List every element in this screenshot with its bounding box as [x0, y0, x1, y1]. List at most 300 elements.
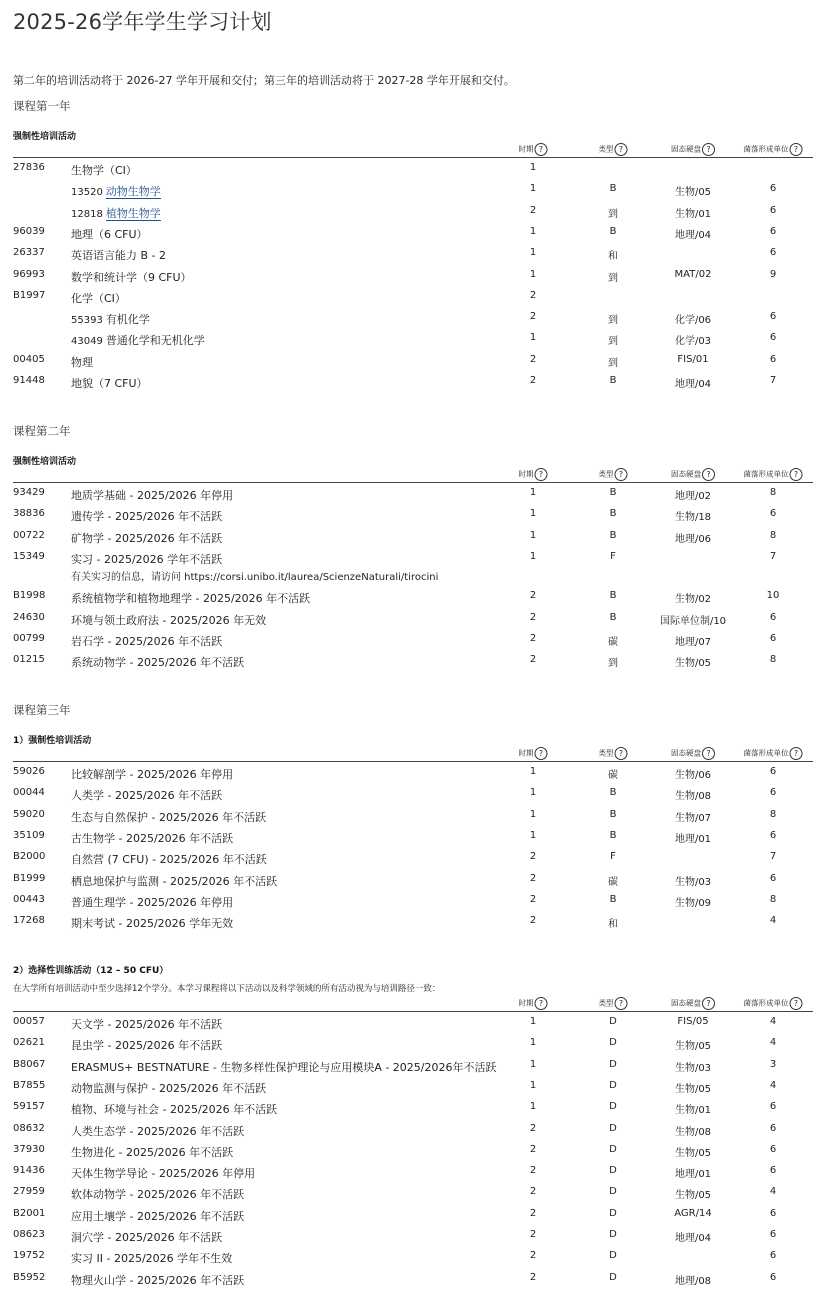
- module-code: 13520: [71, 187, 103, 199]
- course-type: D: [609, 1186, 617, 1198]
- course-name-label: 普通化学和无机化学: [105, 334, 205, 348]
- course-ssd: 生物/09: [674, 897, 712, 909]
- course-cfu: 6: [769, 508, 777, 520]
- table-row: [13, 287, 813, 308]
- course-code: 91436: [13, 1165, 45, 1177]
- course-code: 91448: [13, 375, 45, 386]
- course-type: 碳: [608, 876, 618, 888]
- course-ssd: FIS/01: [677, 353, 709, 365]
- course-name-label: 系统动物学 - 2025/2026 年不活跃: [71, 656, 245, 670]
- course-type: 碳: [608, 636, 618, 648]
- header-type-label: 类型: [598, 748, 614, 758]
- help-icon[interactable]: ?: [702, 143, 715, 156]
- course-cfu: 6: [769, 787, 777, 799]
- course-code: 00722: [13, 529, 45, 541]
- header-cfu-label: 菌落形成单位: [743, 748, 789, 758]
- header-period-label: 时期: [518, 748, 534, 758]
- course-period: 2: [529, 1229, 537, 1240]
- course-name: [71, 873, 277, 889]
- course-cfu: 6: [769, 829, 777, 841]
- course-name: [71, 1123, 244, 1139]
- course-type: 和: [608, 919, 618, 931]
- header-type: [599, 747, 628, 760]
- course-name: [71, 894, 233, 910]
- course-period: 2: [529, 1186, 537, 1198]
- course-ssd: MAT/02: [674, 268, 712, 280]
- table-row: [13, 609, 813, 630]
- course-cfu: 8: [769, 529, 777, 541]
- course-name: [71, 612, 266, 628]
- course-name-label: 遗传学 - 2025/2026 年不活跃: [71, 510, 223, 524]
- course-cfu: 6: [769, 1165, 777, 1177]
- course-code: 96039: [13, 225, 45, 237]
- course-code: 59020: [13, 808, 45, 820]
- course-name: [71, 375, 148, 391]
- course-ssd: 生物/03: [674, 1062, 712, 1074]
- table-row: [13, 806, 813, 827]
- course-period: 2: [529, 1165, 537, 1177]
- table-row: [13, 630, 813, 651]
- course-cfu: 6: [769, 872, 777, 884]
- course-period: 1: [529, 529, 537, 541]
- course-code: B5952: [13, 1271, 46, 1283]
- course-period: 1: [529, 225, 537, 237]
- help-icon[interactable]: ?: [615, 747, 628, 760]
- header-type-label: 类型: [598, 469, 614, 479]
- course-code: 24630: [13, 611, 45, 623]
- course-type: B: [609, 529, 617, 541]
- course-name: [71, 1037, 222, 1053]
- year2-title: 课程第二年: [13, 424, 71, 438]
- course-type: D: [609, 1079, 617, 1091]
- course-type: B: [609, 183, 617, 195]
- course-cfu: 6: [769, 632, 777, 644]
- course-ssd: 生物/06: [674, 770, 712, 781]
- course-period: 1: [529, 268, 537, 280]
- table-row: [13, 329, 813, 350]
- year1-title: 课程第一年: [13, 99, 71, 113]
- help-icon[interactable]: ?: [535, 997, 548, 1010]
- course-name: [71, 226, 148, 242]
- course-type: B: [609, 808, 617, 820]
- course-period: 2: [529, 353, 537, 365]
- help-icon[interactable]: ?: [790, 747, 803, 760]
- course-name: [71, 269, 192, 285]
- header-ssd: [671, 143, 715, 156]
- page-title: 2025-26学年学生学习计划: [13, 10, 272, 34]
- help-icon[interactable]: ?: [702, 747, 715, 760]
- module-link[interactable]: 动物生物学: [105, 185, 161, 199]
- year3-section2-title: 2）选择性训练活动（12 – 50 CFU）: [13, 966, 169, 976]
- table-row: [13, 784, 813, 805]
- course-name-label: 化学（CI）: [71, 291, 126, 305]
- course-period: 1: [529, 550, 537, 562]
- course-code: 15349: [13, 550, 45, 562]
- course-code: 96993: [13, 268, 45, 280]
- course-name-label: 比较解剖学 - 2025/2026 年停用: [71, 768, 234, 781]
- intro-text: 第二年的培训活动将于 2026-27 学年开展和交付；第三年的培训活动将于 2027-28 学年开展和交付。: [13, 74, 515, 87]
- header-cfu-label: 菌落形成单位: [743, 144, 789, 154]
- course-cfu: 6: [769, 1271, 777, 1283]
- course-type: 碳: [608, 770, 618, 781]
- course-name-label: 生物学（CI）: [71, 164, 137, 177]
- course-code: 01215: [13, 654, 45, 666]
- table-row: [13, 1077, 813, 1098]
- table-row: [13, 266, 813, 287]
- course-period: 1: [529, 332, 537, 344]
- course-name: [71, 1144, 233, 1160]
- course-type: D: [609, 1101, 617, 1113]
- course-ssd: 地理/07: [674, 636, 712, 648]
- header-ssd-label: 固态硬盘: [671, 469, 701, 479]
- course-type: B: [609, 893, 617, 905]
- course-type: D: [609, 1250, 617, 1262]
- course-cfu: 4: [769, 1186, 777, 1198]
- course-type: D: [609, 1229, 617, 1240]
- course-name: [71, 530, 222, 546]
- help-icon[interactable]: ?: [615, 468, 628, 481]
- header-ssd: [671, 468, 715, 481]
- course-period: 1: [529, 787, 537, 799]
- course-name-label: 人类学 - 2025/2026 年不活跃: [71, 789, 223, 803]
- course-type: 和: [608, 251, 618, 263]
- table-header: [13, 143, 813, 158]
- course-ssd: 生物/01: [674, 208, 712, 220]
- course-name: [71, 1250, 232, 1266]
- course-ssd: 生物/05: [674, 187, 712, 199]
- course-name: [71, 915, 233, 931]
- course-name: [71, 830, 233, 846]
- course-cfu: 8: [769, 487, 777, 498]
- table-row: [13, 1247, 813, 1268]
- course-code: 00057: [13, 1016, 45, 1027]
- header-ssd-label: 固态硬盘: [671, 144, 701, 154]
- header-type: [599, 143, 628, 156]
- course-code: B1998: [13, 590, 46, 602]
- course-period: 1: [529, 766, 537, 777]
- course-cfu: 6: [769, 332, 777, 344]
- course-name: [71, 290, 126, 306]
- course-type: B: [609, 375, 617, 386]
- course-name: [71, 354, 93, 370]
- help-icon[interactable]: ?: [790, 997, 803, 1010]
- table-row: [13, 527, 813, 548]
- course-cfu: 6: [769, 1143, 777, 1155]
- course-code: 59157: [13, 1101, 45, 1113]
- header-cfu-label: 菌落形成单位: [743, 998, 789, 1008]
- table-row: [13, 870, 813, 891]
- course-ssd: 生物/08: [674, 1126, 712, 1138]
- course-type: F: [610, 851, 616, 863]
- course-name-label: 普通生理学 - 2025/2026 年停用: [71, 895, 234, 909]
- table-row: [13, 244, 813, 265]
- header-period: [519, 468, 548, 481]
- course-ssd: 生物/01: [674, 1105, 712, 1117]
- course-period: 2: [529, 632, 537, 644]
- course-name-label: 矿物学 - 2025/2026 年不活跃: [71, 531, 223, 545]
- course-type: D: [609, 1207, 617, 1219]
- course-cfu: 6: [769, 1250, 777, 1262]
- course-name-label: 昆虫学 - 2025/2026 年不活跃: [71, 1039, 223, 1053]
- course-ssd: 地理/08: [674, 1275, 712, 1287]
- course-name: [71, 508, 222, 524]
- course-ssd: 地理/04: [674, 379, 712, 390]
- course-code: B1997: [13, 289, 46, 301]
- course-name-label: 物理: [71, 355, 93, 369]
- course-cfu: 4: [769, 1079, 777, 1091]
- header-period: [519, 143, 548, 156]
- table-row: [13, 912, 813, 933]
- header-type-label: 类型: [598, 998, 614, 1008]
- course-name: [71, 766, 233, 782]
- course-type: B: [609, 487, 617, 498]
- help-icon[interactable]: ?: [702, 997, 715, 1010]
- course-period: 1: [529, 1016, 537, 1027]
- course-name-label: 地质学基础 - 2025/2026 年停用: [71, 489, 234, 502]
- course-name: [71, 654, 244, 670]
- course-name: [71, 1080, 266, 1096]
- course-code: B8067: [13, 1058, 46, 1070]
- table-row: [13, 202, 813, 223]
- course-ssd: 地理/04: [674, 1233, 712, 1244]
- table-row: [13, 763, 813, 784]
- course-name: [71, 851, 267, 867]
- table-header: [13, 747, 813, 762]
- help-icon[interactable]: ?: [535, 468, 548, 481]
- course-period: 2: [529, 590, 537, 602]
- module-link[interactable]: 植物生物学: [105, 206, 161, 220]
- course-ssd: 生物/05: [674, 658, 712, 670]
- course-type: B: [609, 611, 617, 623]
- course-cfu: 3: [769, 1058, 777, 1070]
- course-period: 1: [529, 247, 537, 259]
- course-name-label: 期末考试 - 2025/2026 学年无效: [71, 917, 234, 931]
- course-name-label: 应用土壤学 - 2025/2026 年不活跃: [71, 1209, 245, 1223]
- table-row: [13, 1141, 813, 1162]
- header-period: [519, 747, 548, 760]
- course-cfu: 6: [769, 225, 777, 237]
- header-cfu: [744, 143, 803, 156]
- course-cfu: 4: [769, 1037, 777, 1049]
- table-row: [13, 1183, 813, 1204]
- course-name-label: 系统植物学和植物地理学 - 2025/2026 年不活跃: [71, 592, 311, 606]
- course-type: B: [609, 829, 617, 841]
- course-code: 59026: [13, 766, 45, 777]
- course-name: [71, 1272, 244, 1288]
- course-type: D: [609, 1037, 617, 1049]
- help-icon[interactable]: ?: [535, 143, 548, 156]
- course-period: 1: [529, 162, 537, 173]
- course-type: 到: [608, 336, 618, 348]
- course-code: 27959: [13, 1186, 45, 1198]
- course-period: 2: [529, 893, 537, 905]
- course-name-label: 古生物学 - 2025/2026 年不活跃: [71, 831, 234, 845]
- course-name: [71, 487, 233, 503]
- header-cfu-label: 菌落形成单位: [743, 469, 789, 479]
- course-cfu: 6: [769, 1101, 777, 1113]
- table-row: [13, 848, 813, 869]
- course-cfu: 7: [769, 375, 777, 386]
- year3-section1-title: 1）强制性培训活动: [13, 736, 92, 746]
- course-name-label: 栖息地保护与监测 - 2025/2026 年不活跃: [71, 874, 278, 888]
- year2-section-title: 强制性培训活动: [13, 457, 77, 467]
- header-cfu: [744, 747, 803, 760]
- course-cfu: 6: [769, 247, 777, 259]
- course-ssd: AGR/14: [674, 1207, 712, 1219]
- course-name-label: 地貌（7 CFU）: [71, 377, 148, 390]
- year3-section2-note: 在大学所有培训活动中至少选择12个学分。本学习课程将以下活动以及科学领域的所有活动视为与培训路径一致：: [13, 984, 441, 994]
- course-ssd: 生物/05: [674, 1147, 712, 1159]
- course-code: B7855: [13, 1079, 46, 1091]
- header-ssd: [671, 997, 715, 1010]
- course-type: F: [610, 550, 616, 562]
- course-name: [71, 332, 205, 348]
- course-code: 37930: [13, 1143, 45, 1155]
- course-period: 2: [529, 1250, 537, 1262]
- course-ssd: 生物/08: [674, 791, 712, 803]
- module-code: 12818: [71, 208, 103, 220]
- course-name: [71, 633, 222, 649]
- course-code: 02621: [13, 1037, 45, 1049]
- course-period: 2: [529, 1271, 537, 1283]
- help-icon[interactable]: ?: [702, 468, 715, 481]
- course-cfu: 6: [769, 766, 777, 777]
- course-type: 到: [608, 357, 618, 369]
- table-row: [13, 1120, 813, 1141]
- course-ssd: 生物/18: [674, 512, 712, 524]
- course-type: D: [609, 1122, 617, 1134]
- help-icon[interactable]: ?: [535, 747, 548, 760]
- course-code: 17268: [13, 915, 45, 927]
- course-period: 2: [529, 872, 537, 884]
- course-type: 到: [608, 658, 618, 670]
- table-row: [13, 1269, 813, 1290]
- course-name-label: 数学和统计学（9 CFU）: [71, 270, 192, 284]
- course-code: 08623: [13, 1229, 45, 1240]
- course-cfu: 7: [769, 851, 777, 863]
- course-type: 到: [608, 272, 618, 284]
- table-row: [13, 223, 813, 244]
- header-period-label: 时期: [518, 998, 534, 1008]
- course-type: 到: [608, 208, 618, 220]
- course-cfu: 9: [769, 268, 777, 280]
- course-ssd: 化学/06: [674, 315, 712, 327]
- help-icon[interactable]: ?: [790, 468, 803, 481]
- course-code: B2000: [13, 851, 46, 863]
- course-code: 93429: [13, 487, 45, 498]
- course-period: 2: [529, 311, 537, 323]
- course-type: B: [609, 508, 617, 520]
- course-period: 1: [529, 1058, 537, 1070]
- course-period: 2: [529, 611, 537, 623]
- table-row: [13, 1226, 813, 1247]
- course-ssd: 生物/02: [674, 594, 712, 606]
- course-cfu: 8: [769, 893, 777, 905]
- course-name-label: 环境与领土政府法 - 2025/2026 年无效: [71, 613, 267, 627]
- course-period: 1: [529, 808, 537, 820]
- course-ssd: 生物/07: [674, 812, 712, 824]
- course-name: [71, 1208, 244, 1224]
- course-cfu: 6: [769, 1207, 777, 1219]
- course-name-label: 生态与自然保护 - 2025/2026 年不活跃: [71, 810, 267, 824]
- course-cfu: 6: [769, 611, 777, 623]
- table-row: [13, 1034, 813, 1055]
- course-period: 1: [529, 508, 537, 520]
- course-code: 00443: [13, 893, 45, 905]
- course-type: D: [609, 1016, 617, 1027]
- row-note: 有关实习的信息，请访问 https://corsi.unibo.it/laurea/ScienzeNaturali/tirocini: [71, 571, 439, 583]
- course-cfu: 8: [769, 808, 777, 820]
- course-name-label: 物理火山学 - 2025/2026 年不活跃: [71, 1273, 245, 1287]
- header-period: [519, 997, 548, 1010]
- course-code: 00799: [13, 632, 45, 644]
- course-name-label: 实习 - 2025/2026 学年不活跃: [71, 552, 223, 566]
- course-name: [71, 311, 150, 327]
- course-ssd: 地理/01: [674, 833, 712, 845]
- header-ssd-label: 固态硬盘: [671, 748, 701, 758]
- course-name-label: 有机化学: [105, 313, 150, 327]
- course-name: [71, 590, 310, 606]
- year1-section-title: 强制性培训活动: [13, 132, 77, 142]
- course-cfu: 6: [769, 311, 777, 323]
- course-code: 35109: [13, 829, 45, 841]
- course-name-label: 实习 II - 2025/2026 学年不生效: [71, 1252, 233, 1266]
- course-period: 2: [529, 1207, 537, 1219]
- course-code: 27836: [13, 162, 45, 173]
- table-row: [13, 180, 813, 201]
- course-name: [71, 1059, 497, 1075]
- course-code: 26337: [13, 247, 45, 259]
- course-name: [71, 1016, 222, 1032]
- help-icon[interactable]: ?: [615, 997, 628, 1010]
- table-row: [13, 651, 813, 672]
- table-row: [13, 827, 813, 848]
- course-period: 1: [529, 183, 537, 195]
- course-type: B: [609, 590, 617, 602]
- course-name-label: 动物监测与保护 - 2025/2026 年不活跃: [71, 1081, 267, 1095]
- help-icon[interactable]: ?: [615, 143, 628, 156]
- course-cfu: 4: [769, 915, 777, 927]
- course-period: 1: [529, 1037, 537, 1049]
- table-row: [13, 587, 813, 608]
- table-row: [13, 1056, 813, 1077]
- course-name-label: 天体生物学导论 - 2025/2026 年停用: [71, 1167, 256, 1181]
- course-type: D: [609, 1143, 617, 1155]
- table-row: [13, 1205, 813, 1226]
- course-name: [71, 247, 166, 263]
- course-cfu: 8: [769, 654, 777, 666]
- help-icon[interactable]: ?: [790, 143, 803, 156]
- course-name-label: 洞穴学 - 2025/2026 年不活跃: [71, 1231, 223, 1244]
- course-ssd: 地理/06: [674, 533, 712, 545]
- course-name-label: 生物进化 - 2025/2026 年不活跃: [71, 1145, 234, 1159]
- course-ssd: FIS/05: [677, 1016, 709, 1027]
- course-type: D: [609, 1165, 617, 1177]
- course-name-label: 地理（6 CFU）: [71, 227, 148, 241]
- course-name-label: 软体动物学 - 2025/2026 年不活跃: [71, 1188, 245, 1202]
- table-row: [13, 372, 813, 393]
- course-period: 2: [529, 1143, 537, 1155]
- year3-title: 课程第三年: [13, 703, 71, 717]
- header-cfu: [744, 997, 803, 1010]
- course-period: 2: [529, 204, 537, 216]
- course-code: 38836: [13, 508, 45, 520]
- course-name: [71, 183, 161, 199]
- course-period: 2: [529, 289, 537, 301]
- table-row: [13, 1013, 813, 1034]
- header-type: [599, 468, 628, 481]
- course-type: B: [609, 787, 617, 799]
